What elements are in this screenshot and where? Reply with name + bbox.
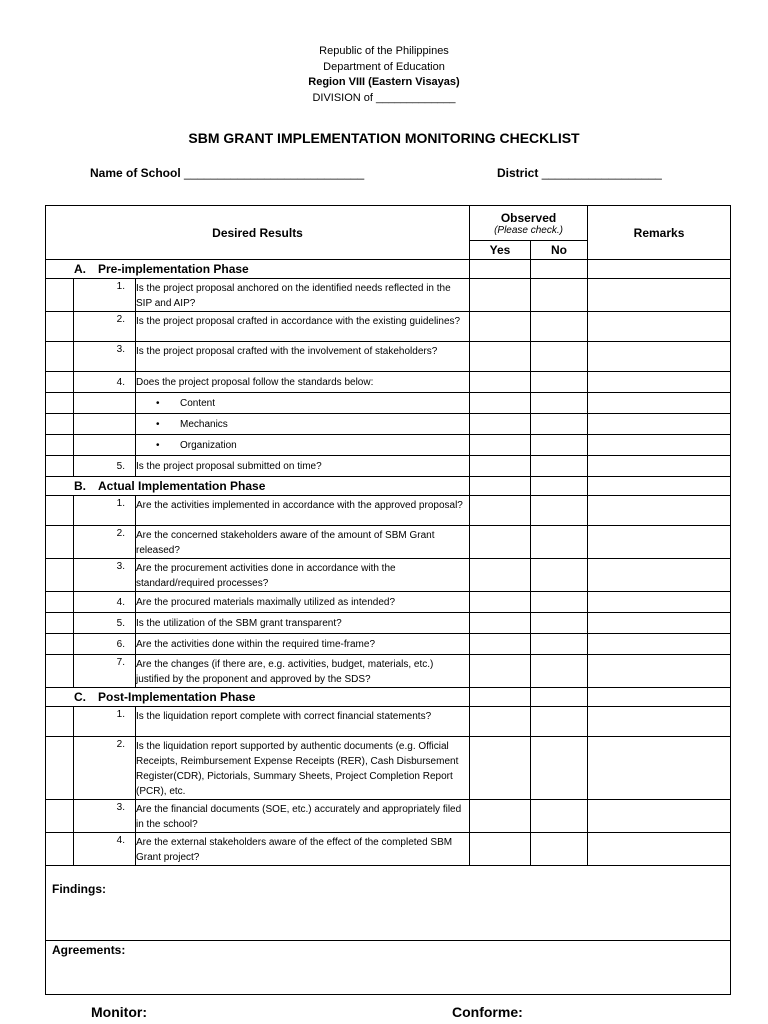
table-header-row [46, 206, 731, 241]
no-checkbox-cell[interactable] [531, 477, 588, 496]
table-row: 5. Is the utilization of the SBM grant transparent? [46, 613, 731, 634]
remarks-cell[interactable] [588, 737, 731, 800]
no-checkbox-cell[interactable] [531, 634, 588, 655]
bullet-icon: • [156, 439, 160, 451]
remarks-cell[interactable] [588, 833, 731, 866]
findings-label: Findings: [52, 882, 106, 896]
no-checkbox-cell[interactable] [531, 833, 588, 866]
no-checkbox-cell[interactable] [531, 592, 588, 613]
table-row: 4. Does the project proposal follow the standards below: [46, 372, 731, 393]
no-checkbox-cell[interactable] [531, 414, 588, 435]
yes-checkbox-cell[interactable] [470, 688, 531, 707]
remarks-cell[interactable] [588, 435, 731, 456]
no-checkbox-cell[interactable] [531, 559, 588, 592]
remarks-cell[interactable] [588, 393, 731, 414]
bullet-icon: • [156, 418, 160, 430]
remarks-cell[interactable] [588, 559, 731, 592]
remarks-cell[interactable] [588, 634, 731, 655]
yes-checkbox-cell[interactable] [470, 435, 531, 456]
table-row: 1. Is the project proposal anchored on the identified needs reflected in the SIP and AIP? [46, 279, 731, 312]
remarks-cell[interactable] [588, 477, 731, 496]
remarks-cell[interactable] [588, 414, 731, 435]
table-row: 6. Are the activities done within the required time-frame? [46, 634, 731, 655]
yes-checkbox-cell[interactable] [470, 279, 531, 312]
yes-checkbox-cell[interactable] [470, 456, 531, 477]
section-a-row [46, 260, 731, 279]
table-row: 3. Is the project proposal crafted with the involvement of stakeholders? [46, 342, 731, 372]
col-observed [470, 206, 588, 241]
col-no: No [531, 241, 588, 260]
col-yes: Yes [470, 241, 531, 260]
agreements-label: Agreements: [52, 943, 126, 957]
table-row: • Organization [46, 435, 731, 456]
bullet-icon: • [156, 397, 160, 409]
conforme-label: Conforme: [452, 1004, 523, 1020]
no-checkbox-cell[interactable] [531, 496, 588, 526]
remarks-cell[interactable] [588, 592, 731, 613]
remarks-cell[interactable] [588, 655, 731, 688]
agreements-field[interactable] [46, 941, 731, 995]
no-checkbox-cell[interactable] [531, 688, 588, 707]
checklist-table [45, 205, 731, 995]
yes-checkbox-cell[interactable] [470, 559, 531, 592]
header-region: Region VIII (Eastern Visayas) [308, 76, 460, 88]
no-checkbox-cell[interactable] [531, 260, 588, 279]
table-row: 2. Are the concerned stakeholders aware of the amount of SBM Grant released? [46, 526, 731, 559]
table-row: • Content [46, 393, 731, 414]
table-row: 7. Are the changes (if there are, e.g. activities, budget, materials, etc.) justified by the proponent and approved by the SDS? [46, 655, 731, 688]
yes-checkbox-cell[interactable] [470, 260, 531, 279]
yes-checkbox-cell[interactable] [470, 414, 531, 435]
no-checkbox-cell[interactable] [531, 312, 588, 342]
yes-checkbox-cell[interactable] [470, 737, 531, 800]
col-observed-label: Observed [500, 210, 557, 225]
table-row: 1. Are the activities implemented in accordance with the approved proposal? [46, 496, 731, 526]
yes-checkbox-cell[interactable] [470, 312, 531, 342]
remarks-cell[interactable] [588, 613, 731, 634]
district-label: District [497, 166, 539, 180]
no-checkbox-cell[interactable] [531, 342, 588, 372]
section-a-title: A. Pre-implementation Phase [46, 260, 470, 279]
no-checkbox-cell[interactable] [531, 526, 588, 559]
agreements-row [46, 941, 731, 995]
no-checkbox-cell[interactable] [531, 707, 588, 737]
page-title: SBM GRANT IMPLEMENTATION MONITORING CHECKLIST [188, 130, 580, 146]
remarks-cell[interactable] [588, 526, 731, 559]
remarks-cell[interactable] [588, 456, 731, 477]
remarks-cell[interactable] [588, 707, 731, 737]
no-checkbox-cell[interactable] [531, 435, 588, 456]
remarks-cell[interactable] [588, 496, 731, 526]
no-checkbox-cell[interactable] [531, 655, 588, 688]
table-row: 4. Are the external stakeholders aware of the effect of the completed SBM Grant project? [46, 833, 731, 866]
section-c-title: C. Post-Implementation Phase [46, 688, 470, 707]
yes-checkbox-cell[interactable] [470, 655, 531, 688]
no-checkbox-cell[interactable] [531, 372, 588, 393]
yes-checkbox-cell[interactable] [470, 342, 531, 372]
monitor-label: Monitor: [91, 1004, 147, 1020]
yes-checkbox-cell[interactable] [470, 613, 531, 634]
yes-checkbox-cell[interactable] [470, 833, 531, 866]
table-row: 2. Is the liquidation report supported by authentic documents (e.g. Official Receipts, Reimbursement Expense Receipts (RER), Cash Disbursement Register(CDR), Pictorials, Summary Sheets, Project Completion Report (PCR), etc. [46, 737, 731, 800]
yes-checkbox-cell[interactable] [470, 707, 531, 737]
no-checkbox-cell[interactable] [531, 456, 588, 477]
yes-checkbox-cell[interactable] [470, 372, 531, 393]
school-name-field [90, 166, 364, 180]
section-b-row [46, 477, 731, 496]
remarks-cell[interactable] [588, 312, 731, 342]
col-observed-sub: (Please check.) [494, 224, 563, 236]
findings-field[interactable] [46, 866, 731, 941]
table-row: 5. Is the project proposal submitted on time? [46, 456, 731, 477]
col-remarks: Remarks [588, 206, 731, 260]
school-name-line: ___________________________ [184, 166, 365, 180]
no-checkbox-cell[interactable] [531, 800, 588, 833]
yes-checkbox-cell[interactable] [470, 393, 531, 414]
header-division: DIVISION of _____________ [312, 91, 456, 104]
remarks-cell[interactable] [588, 800, 731, 833]
table-row: • Mechanics [46, 414, 731, 435]
table-row: 3. Are the procurement activities done in accordance with the standard/required processes? [46, 559, 731, 592]
letterhead [0, 44, 768, 106]
remarks-cell[interactable] [588, 279, 731, 312]
remarks-cell[interactable] [588, 260, 731, 279]
col-desired-results: Desired Results [46, 206, 470, 260]
no-checkbox-cell[interactable] [531, 613, 588, 634]
header-republic: Republic of the Philippines [319, 45, 449, 57]
school-name-label: Name of School [90, 166, 181, 180]
yes-checkbox-cell[interactable] [470, 592, 531, 613]
district-field [497, 166, 662, 180]
remarks-cell[interactable] [588, 372, 731, 393]
header-department: Department of Education [323, 60, 445, 73]
yes-checkbox-cell[interactable] [470, 634, 531, 655]
table-row: 2. Is the project proposal crafted in accordance with the existing guidelines? [46, 312, 731, 342]
table-row: 1. Is the liquidation report complete with correct financial statements? [46, 707, 731, 737]
yes-checkbox-cell[interactable] [470, 496, 531, 526]
section-c-row [46, 688, 731, 707]
remarks-cell[interactable] [588, 342, 731, 372]
no-checkbox-cell[interactable] [531, 393, 588, 414]
yes-checkbox-cell[interactable] [470, 800, 531, 833]
no-checkbox-cell[interactable] [531, 279, 588, 312]
no-checkbox-cell[interactable] [531, 737, 588, 800]
findings-row [46, 866, 731, 941]
table-row: 4. Are the procured materials maximally utilized as intended? [46, 592, 731, 613]
section-b-title: B. Actual Implementation Phase [46, 477, 470, 496]
yes-checkbox-cell[interactable] [470, 526, 531, 559]
yes-checkbox-cell[interactable] [470, 477, 531, 496]
table-row: 3. Are the financial documents (SOE, etc.) accurately and appropriately filed in the school? [46, 800, 731, 833]
remarks-cell[interactable] [588, 688, 731, 707]
district-line: __________________ [541, 166, 662, 180]
